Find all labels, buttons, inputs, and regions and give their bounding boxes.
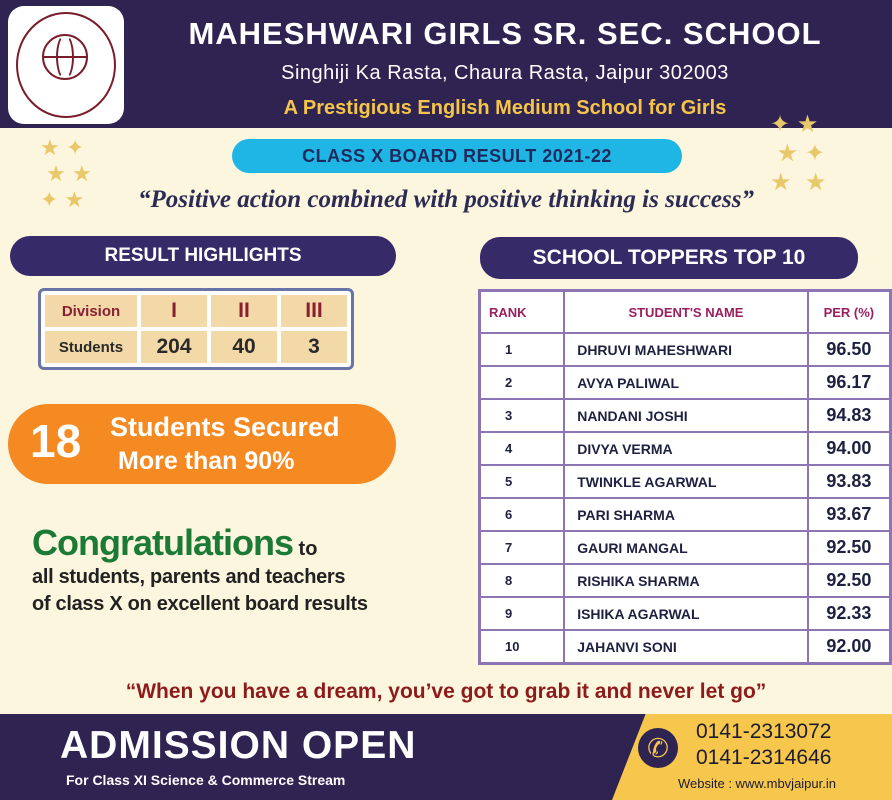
congratulations-message	[32, 522, 392, 618]
table-row	[480, 399, 891, 432]
student-name-cell: TWINKLE AGARWAL	[564, 465, 808, 498]
rank-cell: 1	[480, 333, 565, 366]
percentage-cell: 94.83	[808, 399, 891, 432]
division-label: Division	[45, 295, 137, 327]
student-name-cell: PARI SHARMA	[564, 498, 808, 531]
division-header: II	[211, 295, 277, 327]
secured-line1: Students Secured	[110, 412, 340, 442]
table-row	[480, 597, 891, 630]
percentage-cell: 92.33	[808, 597, 891, 630]
quote-top: “Positive action combined with positive thinking is success”	[138, 186, 754, 213]
division-header: III	[281, 295, 347, 327]
toppers-header-row	[480, 291, 891, 334]
rank-cell: 2	[480, 366, 565, 399]
table-row	[480, 498, 891, 531]
admission-subtitle: For Class XI Science & Commerce Stream	[66, 772, 346, 788]
rank-cell: 3	[480, 399, 565, 432]
quote-bottom: “When you have a dream, you’ve got to grab it and never let go”	[125, 680, 767, 703]
stars-decoration-right: ✦ ★ ★ ✦ ★ ★	[770, 111, 827, 196]
table-row	[480, 630, 891, 664]
students-label: Students	[45, 331, 137, 363]
percentage-cell: 92.50	[808, 564, 891, 597]
students-count: 204	[141, 331, 207, 363]
congrats-line2: of class X on excellent board results	[32, 593, 368, 615]
result-banner: CLASS X BOARD RESULT 2021-22	[232, 139, 682, 173]
rank-header: RANK	[480, 291, 565, 334]
student-name-cell: AVYA PALIWAL	[564, 366, 808, 399]
secured-line2: More than 90%	[118, 447, 295, 475]
globe-icon	[42, 34, 88, 80]
table-row	[480, 432, 891, 465]
highlights-table	[38, 288, 354, 370]
rank-cell: 8	[480, 564, 565, 597]
division-row	[45, 295, 347, 327]
rank-cell: 5	[480, 465, 565, 498]
table-row	[480, 366, 891, 399]
division-header: I	[141, 295, 207, 327]
percentage-cell: 96.50	[808, 333, 891, 366]
highlights-title: RESULT HIGHLIGHTS	[10, 236, 396, 276]
phone-number-1: 0141-2313072	[696, 720, 832, 743]
student-name-cell: RISHIKA SHARMA	[564, 564, 808, 597]
website-link[interactable]: Website : www.mbvjaipur.in	[678, 776, 836, 791]
percentage-cell: 92.50	[808, 531, 891, 564]
name-header: STUDENT'S NAME	[564, 291, 808, 334]
rank-cell: 10	[480, 630, 565, 664]
students-count: 40	[211, 331, 277, 363]
student-name-cell: JAHANVI SONI	[564, 630, 808, 664]
congrats-word: Congratulations	[32, 522, 293, 563]
rank-cell: 9	[480, 597, 565, 630]
percentage-header: PER (%)	[808, 291, 891, 334]
admission-heading: ADMISSION OPEN	[60, 724, 417, 767]
toppers-table	[478, 289, 892, 665]
toppers-body	[480, 333, 891, 664]
congrats-line1: all students, parents and teachers	[32, 566, 346, 588]
school-name: MAHESHWARI GIRLS SR. SEC. SCHOOL	[188, 16, 822, 51]
secured-number: 18	[30, 415, 82, 467]
toppers-title: SCHOOL TOPPERS TOP 10	[480, 237, 858, 279]
school-address: Singhiji Ka Rasta, Chaura Rasta, Jaipur 302003	[281, 62, 729, 84]
table-row	[480, 333, 891, 366]
rank-cell: 7	[480, 531, 565, 564]
students-row	[45, 331, 347, 363]
student-name-cell: ISHIKA AGARWAL	[564, 597, 808, 630]
student-name-cell: DHRUVI MAHESHWARI	[564, 333, 808, 366]
percentage-cell: 94.00	[808, 432, 891, 465]
school-logo	[8, 6, 124, 124]
stars-decoration-left: ★ ✦ ★ ★ ✦ ★	[40, 135, 92, 212]
school-tagline: A Prestigious English Medium School for Girls	[283, 97, 727, 119]
student-name-cell: GAURI MANGAL	[564, 531, 808, 564]
table-row	[480, 564, 891, 597]
secured-banner	[8, 404, 396, 484]
percentage-cell: 93.83	[808, 465, 891, 498]
percentage-cell: 96.17	[808, 366, 891, 399]
phone-icon: ✆	[638, 728, 678, 768]
student-name-cell: DIVYA VERMA	[564, 432, 808, 465]
table-row	[480, 531, 891, 564]
students-count: 3	[281, 331, 347, 363]
rank-cell: 4	[480, 432, 565, 465]
congrats-to: to	[293, 538, 318, 560]
table-row	[480, 465, 891, 498]
rank-cell: 6	[480, 498, 565, 531]
phone-number-2: 0141-2314646	[696, 746, 832, 769]
percentage-cell: 93.67	[808, 498, 891, 531]
student-name-cell: NANDANI JOSHI	[564, 399, 808, 432]
percentage-cell: 92.00	[808, 630, 891, 664]
